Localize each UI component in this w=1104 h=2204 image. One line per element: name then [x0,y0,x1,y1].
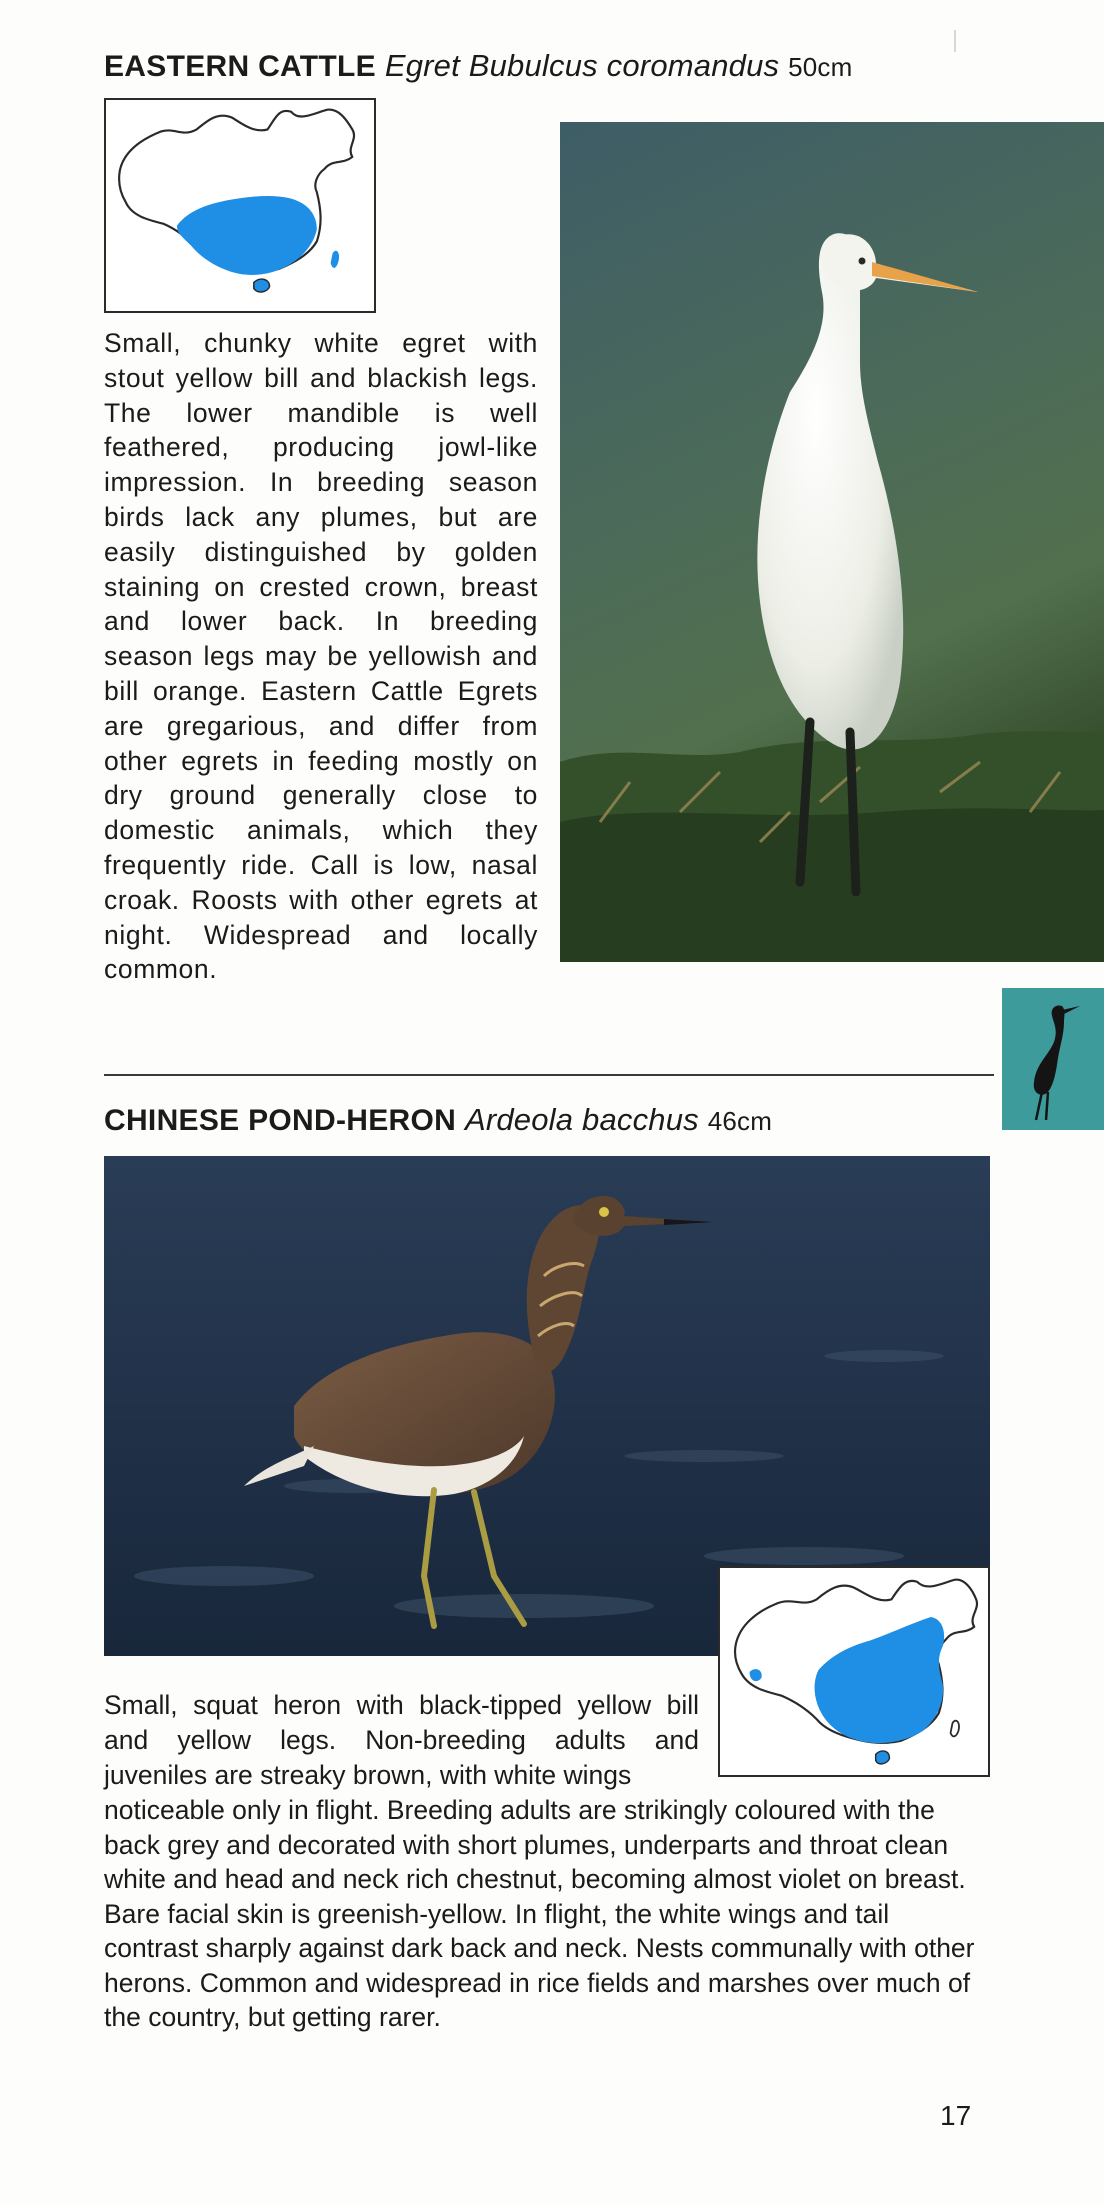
species-heading-eastern-cattle-egret [104,48,852,84]
species-heading-chinese-pond-heron [104,1102,772,1138]
heron-silhouette-icon [1034,1005,1080,1120]
common-name: CHINESE POND-HERON [104,1104,457,1137]
eastern-cattle-egret-photo [560,122,1104,962]
latin-name: Ardeola bacchus [464,1102,699,1137]
range-map-chinese-pond-heron [718,1566,990,1777]
common-name: EASTERN CATTLE [104,50,376,83]
latin-name: Egret Bubulcus coromandus [384,48,780,83]
body-size: 50cm [788,52,853,82]
section-thumb-tab [1002,988,1104,1130]
eastern-cattle-egret-description: Small, chunky white egret with stout yellow bill and blackish legs. The lower mandible is well feathered, producing jowl-like impression. In breeding season birds lack any plumes, but are easily distinguished by golden staining on crested crown, breast and lower back. In breeding season legs may be yellowish and bill orange. Eastern Cattle Egrets are gregarious, and differ from other egrets in feeding mostly on dry ground generally close to domestic animals, which they frequently ride. Call is low, nasal croak. Roosts with other egrets at night. Widespread and locally common. [104,328,538,985]
section-divider [104,1074,994,1076]
range-map-eastern-cattle-egret [104,98,376,313]
page-number: 17 [940,2100,972,2131]
chinese-pond-heron-description-continued: noticeable only in flight. Breeding adults are strikingly coloured with the back grey and decorated with short plumes, underparts and throat clean white and head and neck rich chestnut, becoming almost violet on breast. Bare facial skin is greenish-yellow. In flight, the white wings and tail contrast sharply against dark back and neck. Nests communally with other herons. Common and widespread in rice fields and marshes over much of the country, but getting rarer. [104,1795,975,2032]
scan-mark [954,30,956,52]
chinese-pond-heron-description-start: Small, squat heron with black-tipped yellow bill and yellow legs. Non-breeding adults and juveniles are streaky brown, with white wings [104,1690,699,1790]
body-size: 46cm [707,1106,773,1136]
